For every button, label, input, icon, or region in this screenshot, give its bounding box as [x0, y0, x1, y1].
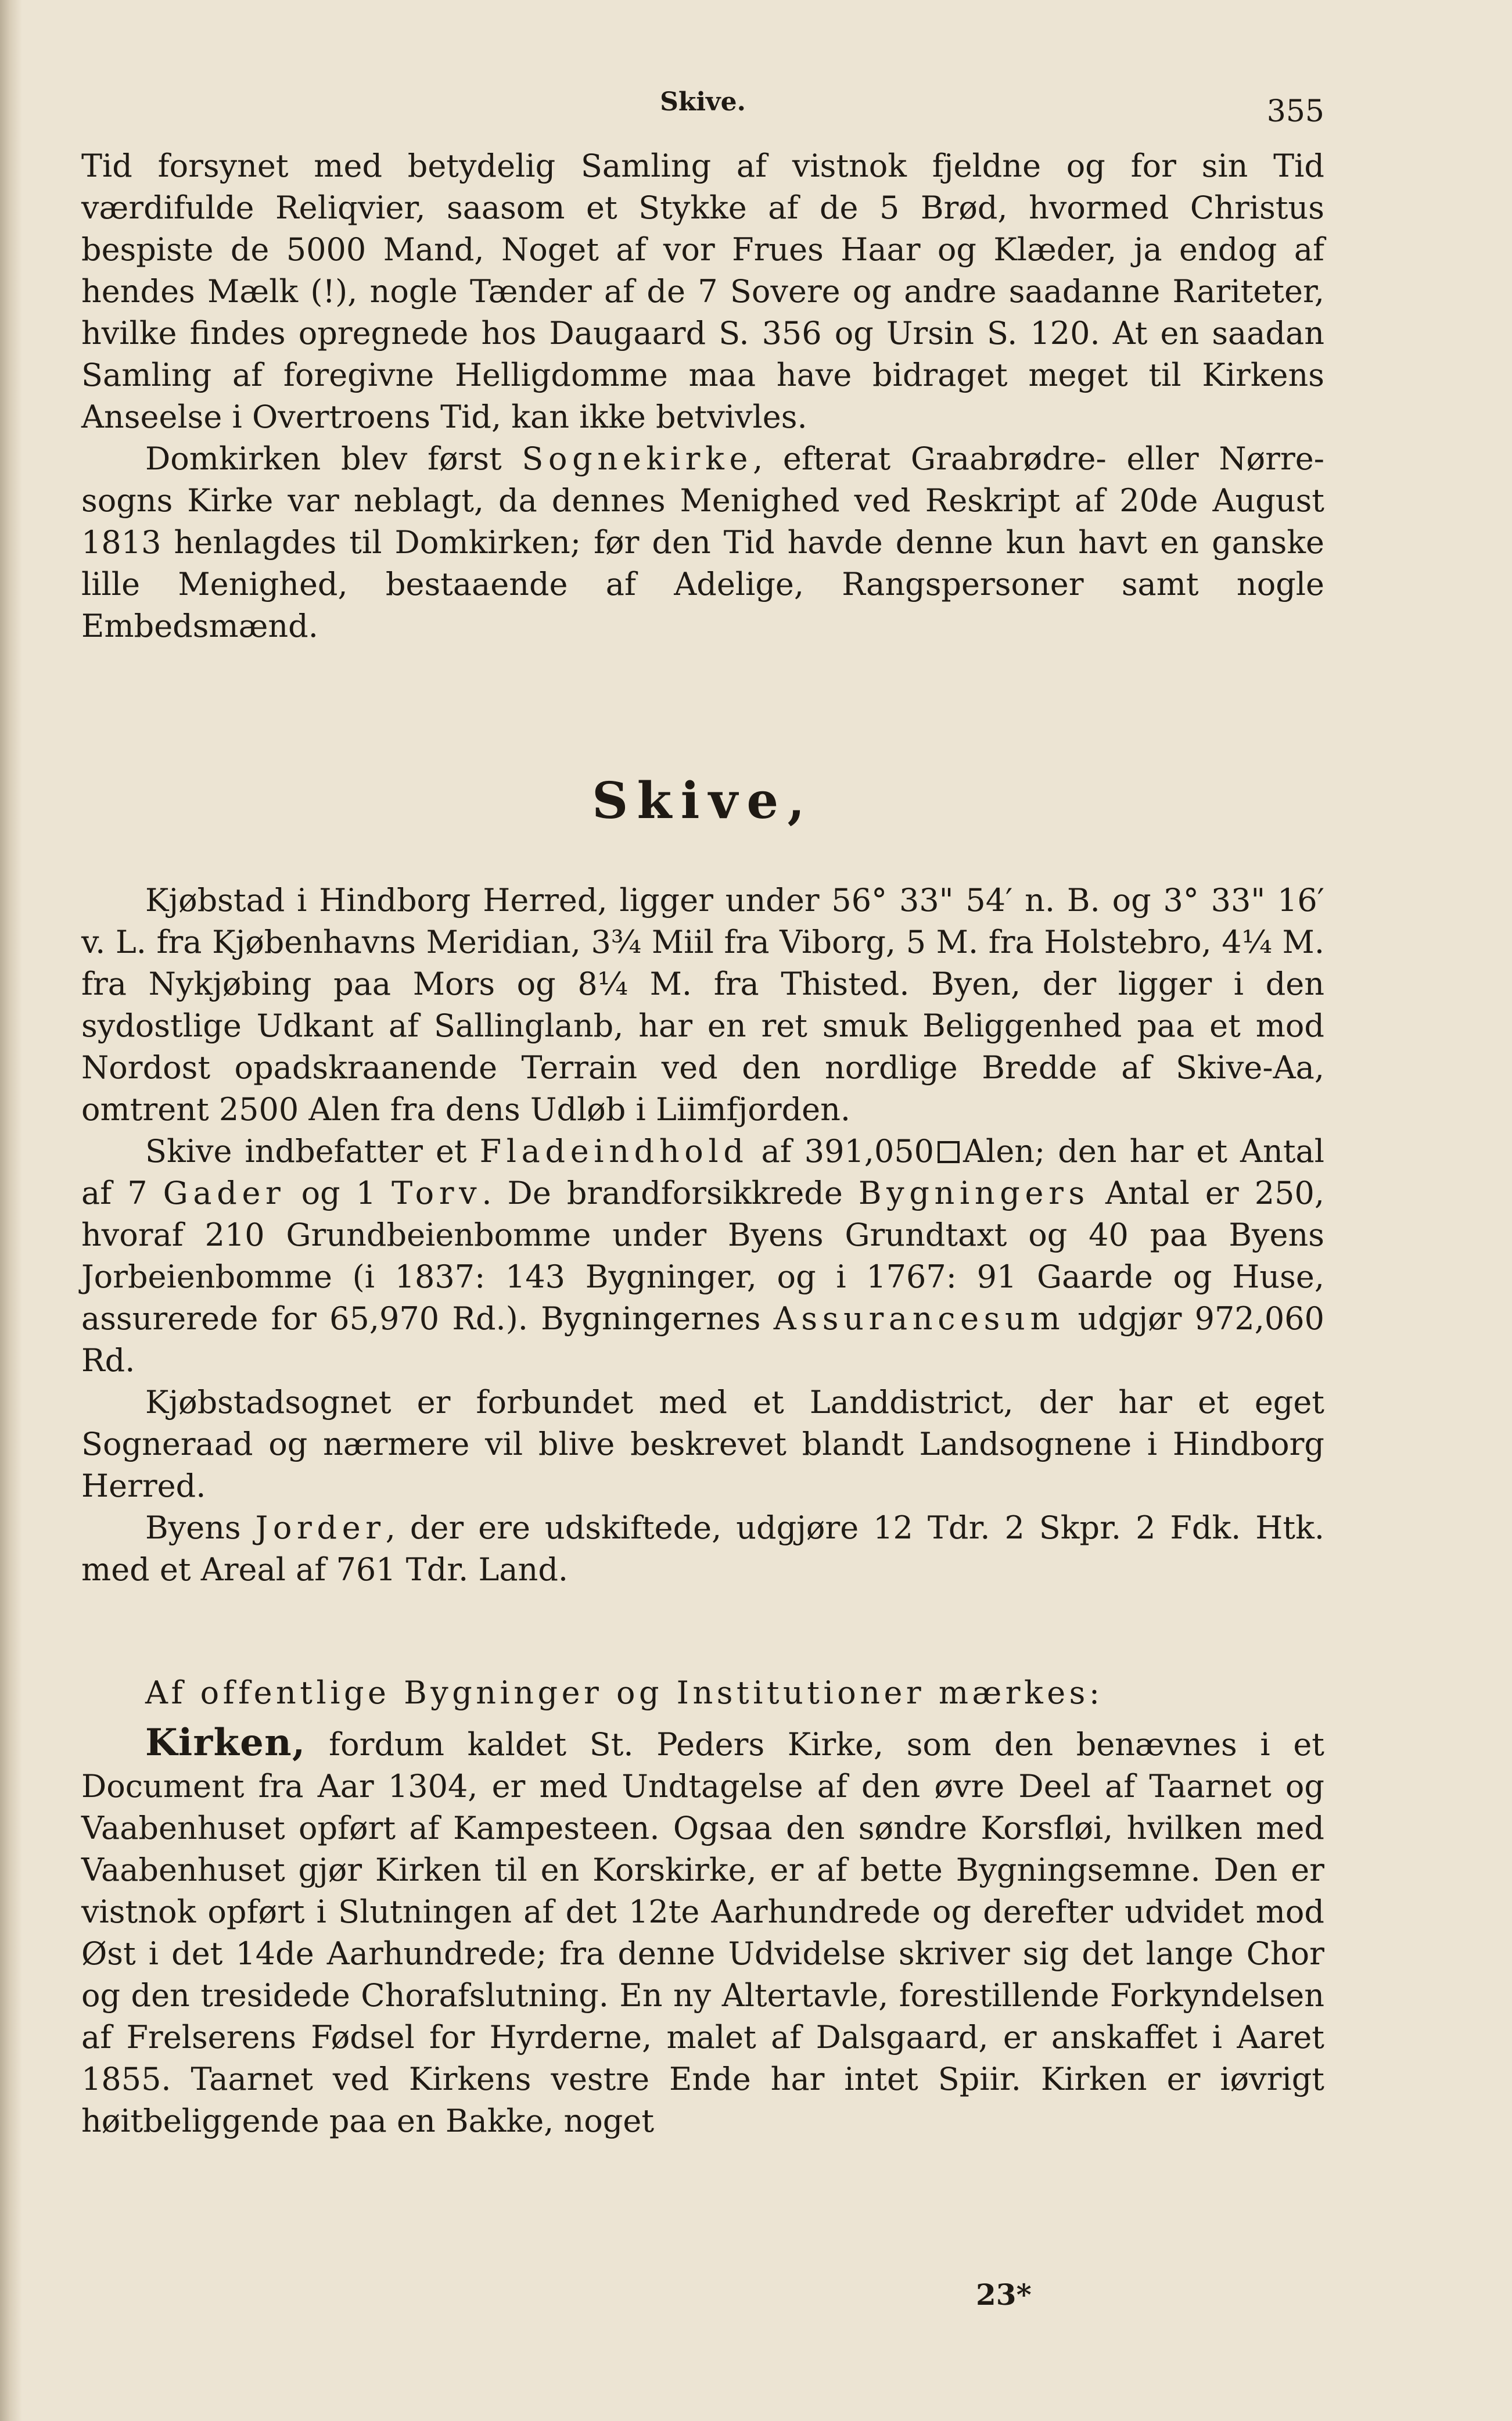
text-run: og 1	[285, 1175, 392, 1211]
text-run: , efterat Graabrødre- eller Nørre-sogns Kirke var neblagt, da dennes Menighed ved Reskript af 20de August 1813 henlagdes til Domkirken; før den Tid havde denne kun havt en ganske lille Menighed, bestaaende af Adelige, Rangspersoner samt nogle Embedsmænd.	[81, 440, 1324, 644]
section-spacer	[81, 839, 1324, 880]
spaced-term: Fladeindhold	[479, 1133, 749, 1170]
subheading-public-buildings: Af offentlige Bygninger og Institutioner mærkes:	[145, 1674, 1104, 1711]
section-title: Skive,	[592, 772, 814, 830]
spaced-term: Assurancesum	[773, 1300, 1065, 1337]
paragraph-parish: Kjøbstadsognet er forbundet med et Landdistrict, der har et eget Sogneraad og nærmere vil blive beskrevet blandt Landsognene i Hindborg Herred.	[81, 1384, 1324, 1504]
text-run: , der ere udskiftede, udgjøre 12 Tdr. 2 Skpr. 2 Fdk. Htk. med et Areal af 761 Tdr. Land.	[81, 1509, 1324, 1588]
section-spacer	[81, 1591, 1324, 1672]
text-run: Alen; den har et Antal af 7	[81, 1133, 1324, 1211]
square-unit-icon	[938, 1141, 960, 1163]
page-header	[81, 87, 1324, 145]
paragraph-cathedral	[81, 438, 1324, 647]
text-run: udgjør 972,060 Rd.	[81, 1300, 1324, 1379]
signature-mark: 23*	[976, 2277, 1032, 2312]
text-run: Antal er 250, hvoraf 210 Grundbeienbomme under Byens Grundtaxt og 40 paa Byens Jorbeienbomme (i 1837: 143 Bygninger, og i 1767: 91 Gaarde og Huse, assurerede for 65,970 Rd.). Bygningernes	[81, 1175, 1324, 1337]
paragraph-relics: Tid forsynet med betydelig Samling af vistnok fjeldne og for sin Tid værdifulde Reliqvier, saasom et Stykke af de 5 Brød, hvormed Christus bespiste de 5000 Mand, Noget af vor Frues Haar og Klæder, ja endog af hendes Mælk (!), nogle Tænder af de 7 Sovere og andre saadanne Rariteter, hvilke findes opregnede hos Daugaard S. 356 og Ursin S. 120. At en saadan Samling af foregivne Helligdomme maa have bidraget meget til Kirkens Anseelse i Overtroens Tid, kan ikke betvivles.	[81, 148, 1324, 435]
paragraph-location: Kjøbstad i Hindborg Herred, ligger under 56° 33" 54′ n. B. og 3° 33" 16′ v. L. fra Kjøbenhavns Meridian, 3¾ Miil fra Viborg, 5 M. fra Holstebro, 4¼ M. fra Nykjøbing paa Mors og 8¼ M. fra Thisted. Byen, der ligger i den sydostlige Udkant af Sallinglanb, har en ret smuk Beliggenhed paa et mod Nordost opadskraanende Terrain ved den nordlige Bredde af Skive-Aa, omtrent 2500 Alen fra dens Udløb i Liimfjorden.	[81, 882, 1324, 1128]
book-spine-shadow	[0, 0, 22, 2421]
spaced-term: Torv	[392, 1175, 482, 1211]
running-head: Skive.	[660, 87, 746, 117]
spaced-term: Jorder	[255, 1509, 386, 1546]
book-page	[81, 87, 1324, 2142]
paragraph-area	[81, 1131, 1324, 1382]
section-spacer	[81, 647, 1324, 763]
spaced-term: Sognekirke	[522, 440, 753, 477]
text-run: Byens	[145, 1509, 256, 1546]
text-run: af 391,050	[748, 1133, 935, 1170]
spaced-term: Bygningers	[858, 1175, 1090, 1211]
paragraph-church	[81, 1722, 1324, 2142]
text-run: . De brandforsikkrede	[482, 1175, 859, 1211]
page-number: 355	[1266, 94, 1324, 129]
paragraph-fields	[81, 1507, 1324, 1591]
text-run: Skive indbefatter et	[145, 1133, 480, 1170]
text-run: Domkirken blev først	[145, 440, 522, 477]
text-run: fordum kaldet St. Peders Kirke, som den benævnes i et Document fra Aar 1304, er med Undtagelse af den øvre Deel af Taarnet og Vaabenhuset opført af Kampesteen. Ogsaa den søndre Korsfløi, hvilken med Vaabenhuset gjør Kirken til en Korskirke, er af bette Bygningsemne. Den er vistnok opført i Slutningen af det 12te Aarhundrede og derefter udvidet mod Øst i det 14de Aarhundrede; fra denne Udvidelse skriver sig det lange Chor og den tresidede Chorafslutning. En ny Altertavle, forestillende Forkyndelsen af Frelserens Fødsel for Hyrderne, malet af Dalsgaard, er anskaffet i Aaret 1855. Taarnet ved Kirkens vestre Ende har intet Spiir. Kirken er iøvrigt høitbeliggende paa en Bakke, noget	[81, 1726, 1324, 2139]
lead-word: Kirken,	[145, 1721, 306, 1764]
spaced-term: Gader	[163, 1175, 286, 1211]
